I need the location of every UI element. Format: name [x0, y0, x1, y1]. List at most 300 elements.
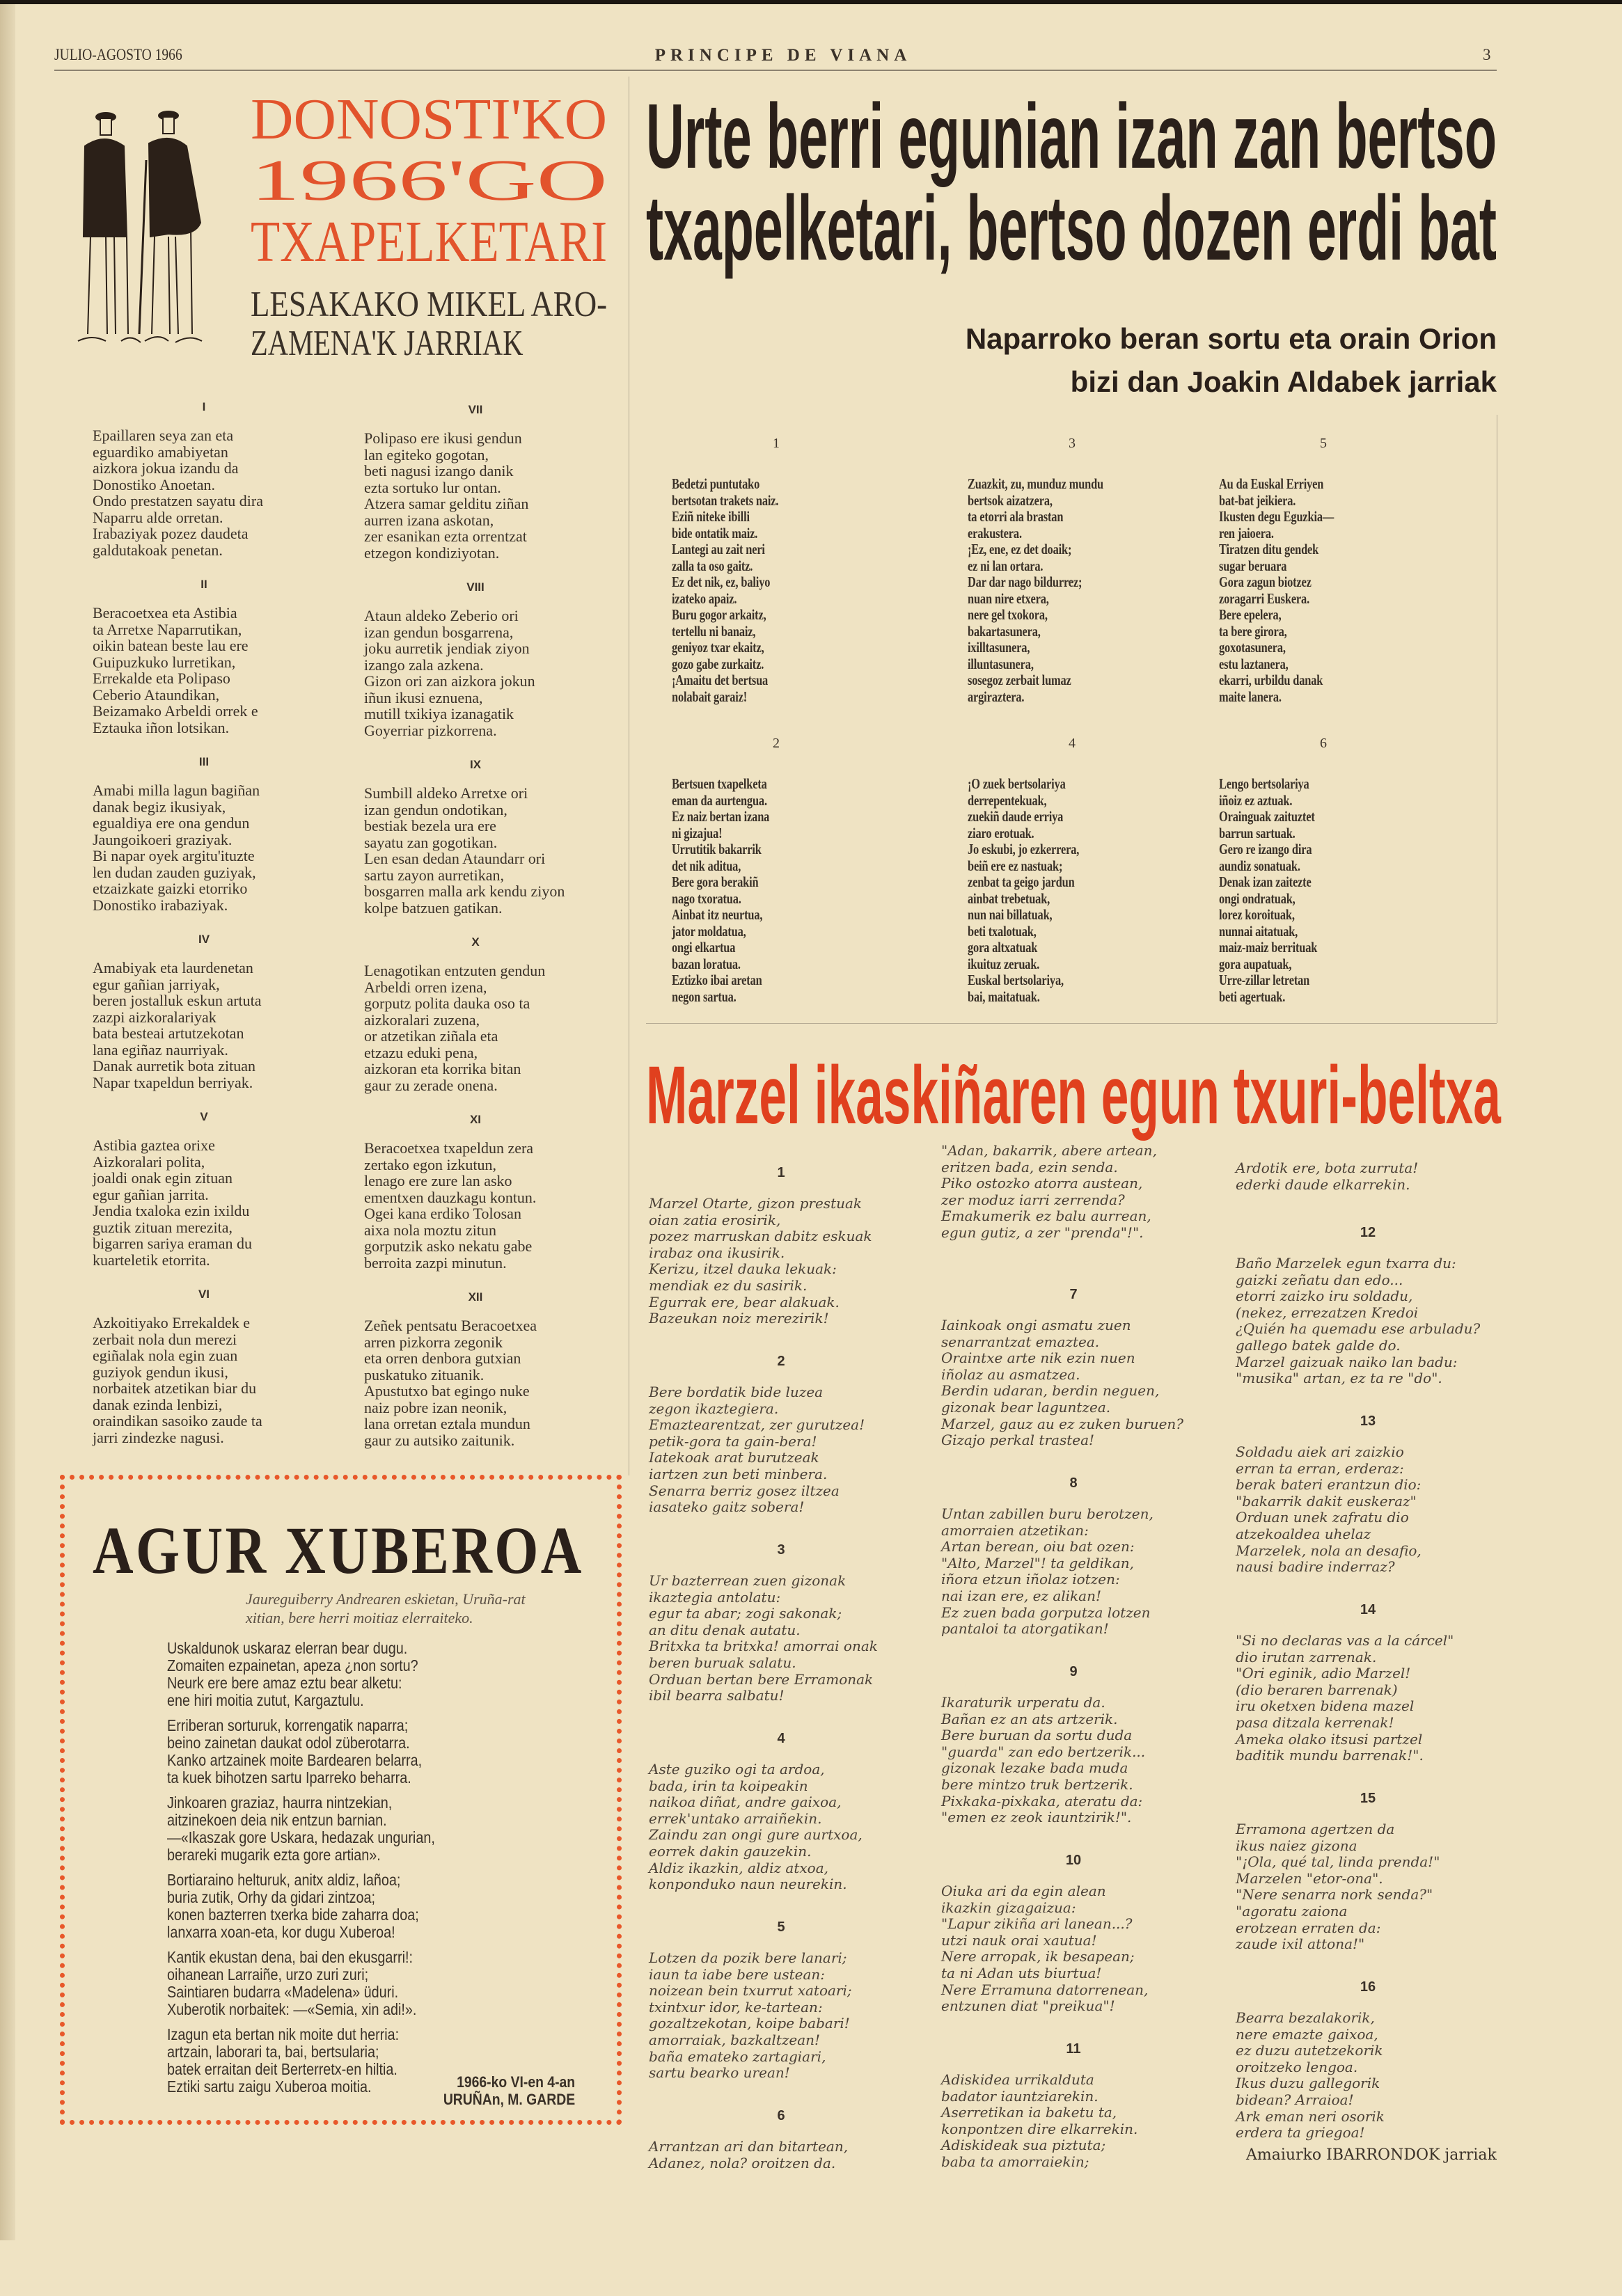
verse-line: naiz pobre izan neonik,	[364, 1398, 507, 1416]
verse-line: joku aurretik jendiak ziyon	[364, 640, 530, 657]
verse-line: —«Ikaszak gore Uskara, hedazak ungurian,	[167, 1828, 435, 1846]
verse-line: (nekez, errezatzen Kredoi	[1236, 1304, 1419, 1321]
verse-line: Marzelen "etor-ona".	[1236, 1869, 1383, 1887]
verse-line: aitzinekoen deia nik entzun barnian.	[167, 1811, 387, 1829]
stanza	[941, 1286, 1220, 1475]
verse-line: aixa nola moztu zitun	[364, 1221, 496, 1239]
stanza-number: V	[200, 1110, 208, 1123]
verse-line: "¡Ola, qué tal, linda prenda!"	[1236, 1853, 1440, 1871]
verse-line: gozaltzekotan, koipe babari!	[649, 2015, 850, 2032]
verse-line: Adanez, nola? oroitzen da.	[649, 2154, 836, 2171]
publication-title: PRINCIPE DE VIANA	[654, 46, 912, 65]
verse-line: "Lapur zikiña ari lanean...?	[941, 1915, 1133, 1933]
verse-line: Kantik ekustan dena, bai den ekusgarri!:	[167, 1948, 413, 1966]
verse-line: Lotzen da pozik bere lanari;	[649, 1949, 847, 1966]
verse-line: Astibia gaztea orixe	[93, 1137, 215, 1154]
stanza-number: 8	[1069, 1475, 1078, 1491]
verse-line: Egurrak ere, bear alakuak.	[649, 1293, 840, 1311]
verse-line: zazpi aizkoralariyak	[93, 1008, 216, 1026]
verse-line: aurren izana askotan,	[364, 511, 494, 529]
verse-line: Piko ostozko atorra austean,	[941, 1175, 1143, 1192]
verse-line: ez duzu autetzekorik	[1236, 2042, 1383, 2059]
verse-line: Uskaldunok uskaraz elerran bear dugu.	[167, 1639, 408, 1657]
dedication-line: xitian, bere herri moitiaz elerraiteko.	[246, 1609, 473, 1626]
verse-line: "agoratu zaiona	[1236, 1902, 1348, 1919]
verse	[968, 736, 1197, 1005]
verse-line: Gizajo perkal trastea!	[941, 1432, 1095, 1449]
verse-line: "Alto, Marzel"! ta geldikan,	[941, 1554, 1134, 1571]
verse-line: ekarri, urbildu danak	[1219, 672, 1323, 688]
verse-line: sayatu zan gogotikan.	[364, 833, 498, 851]
verse-line: Saintiaren budarra «Madelena» üduri.	[167, 1983, 399, 2001]
verse-line: oroitzeko lengoa.	[1236, 2058, 1358, 2075]
verse-line: len dudan zauden guziyak,	[93, 863, 256, 881]
verse-line: gozo gabe zurkaitz.	[672, 655, 764, 672]
verse-line: Ataun aldeko Zeberio ori	[364, 607, 519, 624]
agur-poem	[167, 1640, 478, 2103]
verse-line: ziaro erotuak.	[968, 824, 1034, 841]
stanza-number: 16	[1360, 1979, 1376, 1995]
marzel-headline-box	[646, 1050, 1501, 1141]
verse-line: egiñalak nola egin zuan	[93, 1347, 238, 1364]
verse-line: oraindikan sasoiko zaude ta	[93, 1412, 262, 1430]
verse-line: lenago ere zure lan asko	[364, 1172, 512, 1189]
verse-line: Buru gogor arkaitz,	[672, 606, 766, 623]
verse-line: Ogei kana erdiko Tolosan	[364, 1205, 521, 1222]
verse-line: ementxen dauzkagu kontun.	[364, 1188, 537, 1206]
verse-line: pozez marruskan dabitz eskuak	[649, 1228, 872, 1245]
verse-line: Bortiaraino helturuk, anitx aldiz, lañoa;	[167, 1871, 401, 1889]
verse-line: "bakarrik dakit euskeraz"	[1236, 1492, 1417, 1510]
stanza	[167, 1640, 478, 1709]
stanza-continuation	[941, 1143, 1220, 1286]
verse-line: Ez zuen bada gorputza lotzen	[941, 1604, 1151, 1621]
verse-line: Baño Marzelek egun txarra du:	[1236, 1255, 1456, 1272]
verse-line: Au da Euskal Erriyen	[1219, 475, 1324, 492]
verse-line: ¿Quién ha quemadu ese arbuladu?	[1236, 1320, 1481, 1338]
stanza-number: 12	[1360, 1225, 1376, 1240]
verse-line: lorez koroituak,	[1219, 906, 1295, 923]
verse-line: Ur bazterrean zuen gizonak	[649, 1572, 847, 1589]
verse-line: zertako egon izkutun,	[364, 1155, 496, 1173]
verse-line: egur gañian jarrita.	[93, 1185, 209, 1203]
verse-line: Orduan bertan bere Erramonak	[649, 1670, 874, 1688]
verse-line: atzekoaldea uhelaz	[1236, 1525, 1371, 1542]
verse-line: Nere arropak, ik besapean;	[941, 1948, 1135, 1965]
verse-line: ez ni lan ortara.	[968, 557, 1044, 574]
verse-line: Oiuka ari da egin alean	[941, 1883, 1106, 1899]
stanza	[364, 580, 629, 738]
verse-line: Naparru alde orretan.	[93, 508, 223, 526]
verse-line: Aste guziko ogi ta ardoa,	[649, 1761, 825, 1778]
stanza-number: 14	[1360, 1602, 1376, 1617]
verse-number: 2	[773, 736, 780, 751]
agur-dedication	[246, 1590, 526, 1627]
byline-line: LESAKAKO MIKEL ARO-	[251, 285, 608, 324]
verse-line: izan gendun ondotikan,	[364, 800, 507, 818]
verse-line: ta Arretxe Naparrutikan,	[93, 620, 242, 638]
verse-line: erran ta erran, erderaz:	[1236, 1459, 1404, 1477]
verse-line: ibil bearra salbatu!	[649, 1687, 785, 1704]
verse-line: gaur zu zerade onena.	[364, 1076, 498, 1094]
verse-line: Gizon ori zan aizkora jokun	[364, 672, 535, 690]
verse-line: noizean bein txurrut xatoari;	[649, 1982, 852, 2000]
verse-line: "Si no declaras vas a la cárcel"	[1236, 1632, 1454, 1649]
stanza	[649, 1919, 927, 2107]
verse-line: negon sartua.	[672, 988, 737, 1005]
verse-line: maiz-maiz berrituak	[1219, 939, 1318, 956]
verse-line: nolabait garaiz!	[672, 688, 748, 705]
verse-line: iñoiz ez aztuak.	[1219, 791, 1293, 809]
verse-line: Gero re izango dira	[1219, 841, 1312, 857]
verse-line: Denak izan zaitezte	[1219, 873, 1312, 890]
dedication-line: Jaureguiberry Andrearen eskietan, Uruña-rat	[246, 1590, 526, 1608]
verse-line: lana egiñaz naurriyak.	[93, 1040, 228, 1059]
verse-line: Beracoetxea txapeldun zera	[364, 1139, 534, 1157]
stanza-number: 11	[1066, 2041, 1081, 2057]
verse-line: buria zutik, Orhy da gidari zintzoa;	[167, 1888, 376, 1906]
verse-line: or atzetikan ziñala eta	[364, 1027, 498, 1045]
verse-line: sartu bearko urean!	[649, 2064, 790, 2082]
stanza-number: 13	[1360, 1414, 1376, 1429]
verse-line: beti agertuak.	[1219, 988, 1286, 1005]
verse-line: mendiak ez du sasirik.	[649, 1276, 808, 1294]
verse-line: Britxka ta britxka! amorrai onak	[649, 1638, 878, 1655]
agur-signature	[443, 2073, 575, 2108]
verse-line: utzi nauk orai xautua!	[941, 1931, 1097, 1949]
verse-line: Len esan dedan Ataundarr ori	[364, 850, 546, 867]
verse-line: Bertsuen txapelketa	[672, 775, 767, 792]
verse-line: Ceberio Ataundikan,	[93, 686, 220, 704]
verse-line: Zeñek pentsatu Beracoetxea	[364, 1317, 537, 1334]
headline-line: Urte berri egunian izan zan bertso	[646, 85, 1497, 187]
verse-line: ¡O zuek bertsolariya	[968, 775, 1066, 792]
verse-line: ederki daude elkarrekin.	[1236, 1175, 1410, 1193]
stanza-number: 5	[777, 1919, 785, 1935]
verse-line: Adiskidea urrikalduta	[941, 2071, 1094, 2088]
verse-line: nai izan ere, ez alikan!	[941, 1587, 1102, 1604]
marzel-headline: Marzel ikaskiñaren egun txuri-beltxa	[646, 1050, 1501, 1141]
verse-line: Lengo bertsolariya	[1219, 775, 1309, 792]
verse-line: puskatuko zituanik.	[364, 1365, 485, 1384]
verse-line: Polipaso ere ikusi gendun	[364, 429, 522, 447]
verse-line: sartu zayon aurretikan,	[364, 866, 504, 884]
verse-line: baditik mundu barrenak!".	[1236, 1747, 1424, 1764]
verse-line: ni gizajua!	[672, 824, 723, 841]
verse-line: Amabiyak eta laurdenetan	[93, 959, 253, 976]
verse-line: nuan nire etxera,	[968, 589, 1049, 607]
verse-line: ta ni Adan uts biurtua!	[941, 1964, 1102, 1981]
verse-line: beti nagusi izango danik	[364, 462, 514, 480]
verse-line: ikaztegia antolatu:	[649, 1588, 781, 1606]
bertso-box-bottom-border	[646, 1023, 1497, 1024]
verse-line: Donostiko irabaziyak.	[93, 896, 228, 914]
stanza	[1236, 1979, 1514, 2167]
verse-line: sosegoz zerbait lumaz	[968, 672, 1071, 688]
verse-line: Marzel gaizuak naiko lan badu:	[1236, 1353, 1458, 1370]
verse-line: Bere buruan da sortu duda	[941, 1727, 1133, 1744]
verse-line: erotzean erraten da:	[1236, 1919, 1381, 1936]
stanza	[364, 403, 629, 561]
verse-line: Danak aurretik bota zituan	[93, 1057, 255, 1075]
verse-line: Jo eskubi, jo ezkerrera,	[968, 841, 1080, 857]
verse-line: Amabi milla lagun bagiñan	[93, 782, 260, 799]
page-number: 3	[1483, 46, 1491, 63]
header-rule	[54, 70, 1497, 71]
stanza	[649, 1353, 927, 1542]
verse-line: zenbat ta geigo jardun	[968, 873, 1075, 890]
stanza-number: III	[198, 755, 210, 768]
verse-line: eorrek dakin gauzekin.	[649, 1842, 812, 1860]
stanza-number: XI	[469, 1113, 482, 1126]
verse-line: Marzelek, nola an desafio,	[1236, 1542, 1422, 1559]
verse-line: irabaz ona ikusirik.	[649, 1244, 785, 1261]
verse-line: zaude ixil attona!"	[1236, 1935, 1365, 1953]
stanza-continuation	[1236, 1160, 1514, 1224]
stanza	[1236, 1224, 1514, 1413]
verse-line: bertsotan trakets naiz.	[672, 491, 779, 509]
verse-line: Bere gora berakiñ	[672, 873, 759, 890]
bertso-headline	[646, 85, 1497, 279]
stanza	[167, 1871, 478, 1941]
verse-line: nun nai billatuak,	[968, 906, 1053, 923]
verse-line: Tiratzen ditu gendek	[1219, 541, 1319, 557]
verse-line: ikazkin gizagaizua:	[941, 1899, 1076, 1916]
verse-line: bai, maitatuak.	[968, 988, 1040, 1005]
stanza	[364, 1290, 629, 1448]
signature-line: 1966-ko VI-en 4-an	[456, 2073, 575, 2091]
verse-line: Neurk ere bere amaz eztu bear alketu:	[167, 1674, 402, 1692]
verse-line: beti txalotuak,	[968, 922, 1037, 940]
verse-line: Ikaraturik urperatu da.	[941, 1694, 1105, 1711]
stanza	[93, 578, 357, 736]
verse-line: zerbait nola dun merezi	[93, 1330, 237, 1348]
verse-line: ezta sortuko lur ontan.	[364, 478, 501, 496]
verse-line: ikuituz zeruak.	[968, 955, 1040, 972]
stanza	[167, 1794, 478, 1864]
stanza-number: 15	[1360, 1791, 1376, 1806]
verse-line: bestiak bezela ura ere	[364, 817, 496, 834]
verse-line: Ark eman neri osorik	[1236, 2107, 1385, 2125]
verse-line: amorraien atzetikan:	[941, 1521, 1089, 1539]
verse-line: erdera ta griegoa!	[1236, 2124, 1365, 2141]
verse-line: beiñ ere ez nastuak;	[968, 857, 1063, 874]
verse-line: an ditu denak autatu.	[649, 1621, 801, 1638]
verse-line: Emakumerik ez balu aurrean,	[941, 1208, 1151, 1225]
verse-line: Beracoetxea eta Astibia	[93, 604, 237, 621]
verse-number: 5	[1320, 436, 1327, 451]
verse-line: oikin batean beste lau ere	[93, 637, 249, 654]
verse-line: Artan berean, oiu bat ozen:	[941, 1538, 1135, 1555]
verse-line: izateko apaiz.	[672, 589, 737, 607]
verse-line: aizkoralari zuzena,	[364, 1011, 480, 1029]
verse-line: Bedetzi puntutako	[672, 475, 760, 492]
verse-line: Izagun eta bertan nik moite dut herria:	[167, 2025, 400, 2043]
contest-title-line: 1966'GO	[251, 148, 608, 213]
verse-line: egur gañian jarriyak,	[93, 975, 220, 993]
headline-line: txapelketari, bertso dozen erdi bat	[646, 177, 1497, 279]
verse-line: "Adan, bakarrik, abere artean,	[941, 1142, 1157, 1159]
verse-line: Jinkoaren graziaz, haurra nintzekian,	[167, 1794, 393, 1812]
verse-line: bide ontatik maiz.	[672, 524, 758, 541]
marzel-signature: Amaiurko IBARRONDOK jarriak	[1246, 2146, 1497, 2164]
stanza-number: VIII	[466, 580, 485, 594]
verse-line: iaun ta iabe bere ustean:	[649, 1965, 826, 1983]
verse-line: gallego batek galde do.	[1236, 1336, 1401, 1354]
verse-line: "guarda" zan edo bertzerik...	[941, 1743, 1146, 1760]
verse-line: tertellu ni banaiz,	[672, 622, 756, 640]
verse-number: 6	[1320, 736, 1327, 751]
verse-line: Oraintxe arte nik ezin nuen	[941, 1349, 1135, 1367]
verse-line: iñolaz au asmatzea.	[941, 1365, 1080, 1383]
verse-line: eman da aurtengua.	[672, 791, 767, 809]
verse-line: berak bateri erantzun dio:	[1236, 1476, 1422, 1494]
verse-line: baña emateko zartagiari,	[649, 2048, 826, 2065]
verse-line: Bi napar oyek argitu'ituzte	[93, 847, 255, 864]
verse-line: Senarra berriz gosez iltzea	[649, 1482, 840, 1499]
verse-line: Irabaziyak pozez daudeta	[93, 525, 249, 542]
verse-line: batek erraitan deit Berterretx-en hiltia.	[167, 2060, 397, 2078]
verse-line: Nere Erramuna datorrenean,	[941, 1981, 1149, 1998]
verse-line: bazan loratua.	[672, 955, 741, 972]
verse-line: errek'untako arraiñekin.	[649, 1810, 822, 1827]
verse-line: eguardiko amabiyetan	[93, 443, 228, 461]
stanza-number: 4	[777, 1731, 785, 1746]
verse-line: Ikusten degu Eguzkia—	[1219, 508, 1334, 525]
verse-line: Gora zagun biotzez	[1219, 573, 1312, 590]
verse-line: txintxur idor, ke-tartean:	[649, 1998, 823, 2016]
verse-line: iasateko gaitz sobera!	[649, 1498, 805, 1516]
verse-line: danak begiz ikusiyak,	[93, 798, 226, 816]
verse-line: pasa ditzala kerrenak!	[1236, 1713, 1394, 1731]
stanza	[1236, 1790, 1514, 1979]
verse-line: Dar dar nago bildurrez;	[968, 573, 1082, 590]
verse-line: Zaindu zan ongi gure aurtxoa,	[649, 1826, 863, 1844]
verse-line: goxotasunera,	[1219, 639, 1286, 656]
verse-line: Lantegi au zait neri	[672, 541, 765, 557]
verse-line: "Ori eginik, adio Marzel!	[1236, 1665, 1411, 1682]
verse-line: ongi ondratuak,	[1219, 889, 1296, 907]
verse-line: naikoa diñat, andre gaixoa,	[649, 1794, 842, 1811]
stanza	[364, 758, 629, 916]
verse-line: Arrantzan ari dan bitartean,	[649, 2138, 849, 2155]
verse-line: konen bazterren txerka bide zaharra doa;	[167, 1906, 419, 1924]
verse-line: Errekalde eta Polipaso	[93, 670, 230, 687]
verse-line: Ez naiz bertan izana	[672, 808, 770, 825]
verse-line: etzazu eduki pena,	[364, 1043, 478, 1061]
stanza	[941, 1475, 1220, 1663]
stanza-number: XII	[468, 1290, 483, 1304]
verse-line: kuarteletik etorrita.	[93, 1251, 210, 1269]
verse-line: egualdiya ere ona gendun	[93, 814, 250, 832]
verse-line: Azkoitiyako Errekaldek e	[93, 1314, 251, 1331]
verse-line: oian zatia erosirik,	[649, 1211, 781, 1228]
stanza	[93, 1110, 357, 1268]
verse-line: Berdin udaran, berdin neguen,	[941, 1382, 1160, 1400]
poem-column	[941, 1143, 1220, 2229]
verse-line: gizonak lezake bada muda	[941, 1759, 1128, 1777]
verse-line: konpontzen dire elkarrekin.	[941, 2120, 1138, 2137]
verse-line: lanxarra xoan-eta, kor dugu Xuberoa!	[167, 1923, 395, 1941]
verse-line: Pixkaka-pixkaka, ateratu da:	[941, 1792, 1143, 1810]
verse-line: gaizki zeñatu dan edo...	[1236, 1271, 1403, 1288]
verse-line: maite lanera.	[1219, 688, 1282, 705]
verse-line: ainbat trebetuak,	[968, 889, 1050, 907]
verse-line: Donostiko Anoetan.	[93, 475, 215, 493]
verse-line: mutill txikiya izanagatik	[364, 705, 514, 722]
verse-line: lana orretan eztala mundun	[364, 1415, 530, 1432]
verse	[672, 436, 901, 705]
verse-line: iñun ikusi eznuena,	[364, 688, 483, 706]
verse-line: ta kuek bihotzen sartu Iparreko beharra.	[167, 1768, 411, 1787]
stanza-number: IX	[469, 758, 482, 771]
signature-line: URUÑAn, M. GARDE	[443, 2091, 575, 2108]
verse-line: beren buruak salatu.	[649, 1654, 796, 1671]
verse-line: egur ta abar; zogi sakonak;	[649, 1605, 842, 1622]
verse-line: aundiz sonatuak.	[1219, 857, 1300, 874]
stanza	[941, 2041, 1220, 2229]
verse-line: bidean? Arraioa!	[1236, 2091, 1354, 2108]
stanza	[93, 755, 357, 913]
verse-line: nere gel txokora,	[968, 606, 1048, 623]
verse-line: "musika" artan, ez ta re "do".	[1236, 1370, 1442, 1387]
verse-line: norbaitek atzetikan biar du	[93, 1379, 257, 1397]
verse-line: Eztauka iñon lotsikan.	[93, 718, 230, 736]
stanza	[93, 1288, 357, 1446]
verse-line: Jendia txaloka ezin ixildu	[93, 1202, 250, 1219]
stanza-number: I	[202, 400, 206, 413]
verse-line: Erramona agertzen da	[1236, 1821, 1395, 1837]
verse-line: aizkora jokua izandu da	[93, 459, 239, 477]
verse-line: badator iauntziarekin.	[941, 2087, 1099, 2105]
verse-line: zer moduz iarri zerrenda?	[941, 1191, 1125, 1208]
verse-line: Xuberotik norbaitek: —«Semia, xin adi!».	[167, 2000, 417, 2018]
verse-line: zuekiñ daude erriya	[968, 808, 1064, 825]
verse-line: Beizamako Arbeldi orrek e	[93, 702, 258, 720]
stanza-number: 9	[1069, 1664, 1078, 1679]
verse-line: Euskal bertsolariya,	[968, 972, 1064, 988]
verse-line: amorraiak, bazkaltzean!	[649, 2031, 821, 2048]
stanza-number: IV	[198, 933, 210, 946]
verse-line: galdutakoak penetan.	[93, 541, 223, 559]
verse-line: Eztizko ibai aretan	[672, 972, 762, 988]
verse-line: dio irutan zarrenak.	[1236, 1648, 1377, 1665]
bertso-deck	[966, 323, 1497, 398]
verse-line: Napar txapeldun berriyak.	[93, 1073, 253, 1091]
verse-line: pantaloi ta atorgatikan!	[941, 1620, 1109, 1638]
verse-line: iru oketxen bidena mazel	[1236, 1697, 1415, 1715]
stanza	[649, 1164, 927, 1353]
verse-line: geniyoz txar ekaitz,	[672, 639, 764, 656]
verse-line: jarri zindezke nagusi.	[93, 1428, 224, 1446]
verse-line: Marzel Otarte, gizon prestuak	[649, 1195, 863, 1212]
byline-line: ZAMENA'K JARRIAK	[251, 324, 523, 363]
verse-number: 1	[773, 436, 780, 451]
verse-line: Urrutitik bakarrik	[672, 841, 762, 857]
stanza-number: X	[471, 935, 480, 949]
stanza	[93, 400, 357, 558]
verse-line: Orduan unek zafratu dio	[1236, 1509, 1409, 1526]
verse-line: Bazeukan noiz merezirik!	[649, 1310, 829, 1327]
verse	[1219, 436, 1449, 705]
stanza	[93, 933, 357, 1091]
verse-line: erakustera.	[968, 524, 1022, 541]
verse-line: izan gendun bosgarrena,	[364, 623, 514, 641]
stanza	[167, 1949, 478, 2018]
verse-line: gaur zu autsiko zaitunik.	[364, 1431, 515, 1449]
stanza	[364, 1113, 629, 1271]
verse-line: ixilltasunera,	[968, 639, 1030, 656]
